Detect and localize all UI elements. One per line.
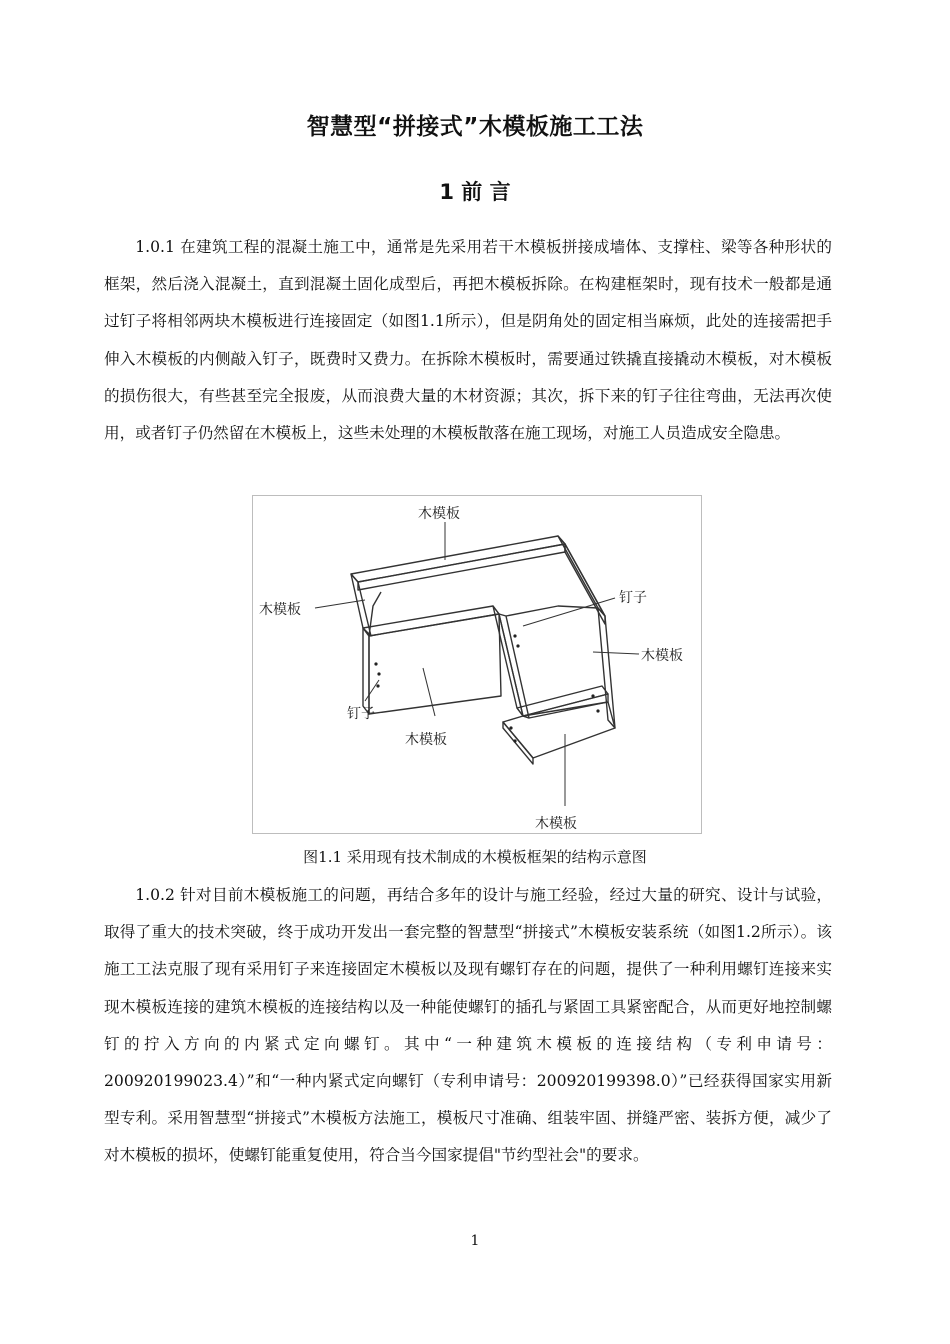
page-number: 1	[470, 1233, 480, 1249]
figure-1-1	[252, 495, 702, 834]
label-nail-right: 钉子	[619, 590, 647, 606]
section-heading: 1 前 言	[439, 180, 511, 204]
document-title: 智慧型“拼接式”木模板施工工法	[306, 114, 644, 140]
label-center-board: 木模板	[405, 732, 447, 748]
figure-caption: 图1.1 采用现有技术制成的木模板框架的结构示意图	[303, 848, 647, 866]
center-board-shape	[369, 614, 501, 714]
top-board-shape	[351, 536, 565, 582]
label-nail-left: 钉子	[347, 706, 375, 722]
label-top-board: 木模板	[418, 506, 460, 522]
formwork-frame-diagram	[253, 496, 703, 835]
label-left-board: 木模板	[259, 602, 301, 618]
label-right-board: 木模板	[641, 648, 683, 664]
right-board-shape	[598, 608, 615, 728]
paragraph-1-0-2: 1.0.2 针对目前木模板施工的问题，再结合多年的设计与施工经验，经过大量的研究、设计与试验，取得了重大的技术突破，终于成功开发出一套完整的智慧型“拼接式”木模板安装系统（如图1.2所示）。该施工工法克服了现有采用钉子来连接固定木模板以及现有螺钉存在的问题，提供了一种利用螺钉连接来实现木模板连接的建筑木模板的连接结构以及一种能使螺钉的插孔与紧固工具紧密配合，从而更好地控制螺钉的拧入方向的内紧式定向螺钉。其中“一种建筑木模板的连接结构（专利申请号：200920199023.4）”和“一种内紧式定向螺钉（专利申请号：200920199398.0）”已经获得国家实用新型专利。采用智慧型“拼接式”木模板方法施工，模板尺寸准确、组装牢固、拼缝严密、装拆方便，减少了对木模板的损坏，使螺钉能重复使用，符合当今国家提倡"节约型社会"的要求。	[104, 886, 832, 1165]
label-bottom-board: 木模板	[535, 816, 577, 832]
paragraph-1-0-1: 1.0.1 在建筑工程的混凝土施工中，通常是先采用若干木模板拼接成墙体、支撑柱、梁等各种形状的框架，然后浇入混凝土，直到混凝土固化成型后，再把木模板拆除。在构建框架时，现有技术一般都是通过钉子将相邻两块木模板进行连接固定（如图1.1所示），但是阴角处的固定相当麻烦，此处的连接需把手伸入木模板的内侧敲入钉子，既费时又费力。在拆除木模板时，需要通过铁撬直接撬动木模板，对木模板的损伤很大，有些甚至完全报废，从而浪费大量的木材资源；其次，拆下来的钉子往往弯曲，无法再次使用，或者钉子仍然留在木模板上，这些未处理的木模板散落在施工现场，对施工人员造成安全隐患。	[104, 238, 832, 443]
